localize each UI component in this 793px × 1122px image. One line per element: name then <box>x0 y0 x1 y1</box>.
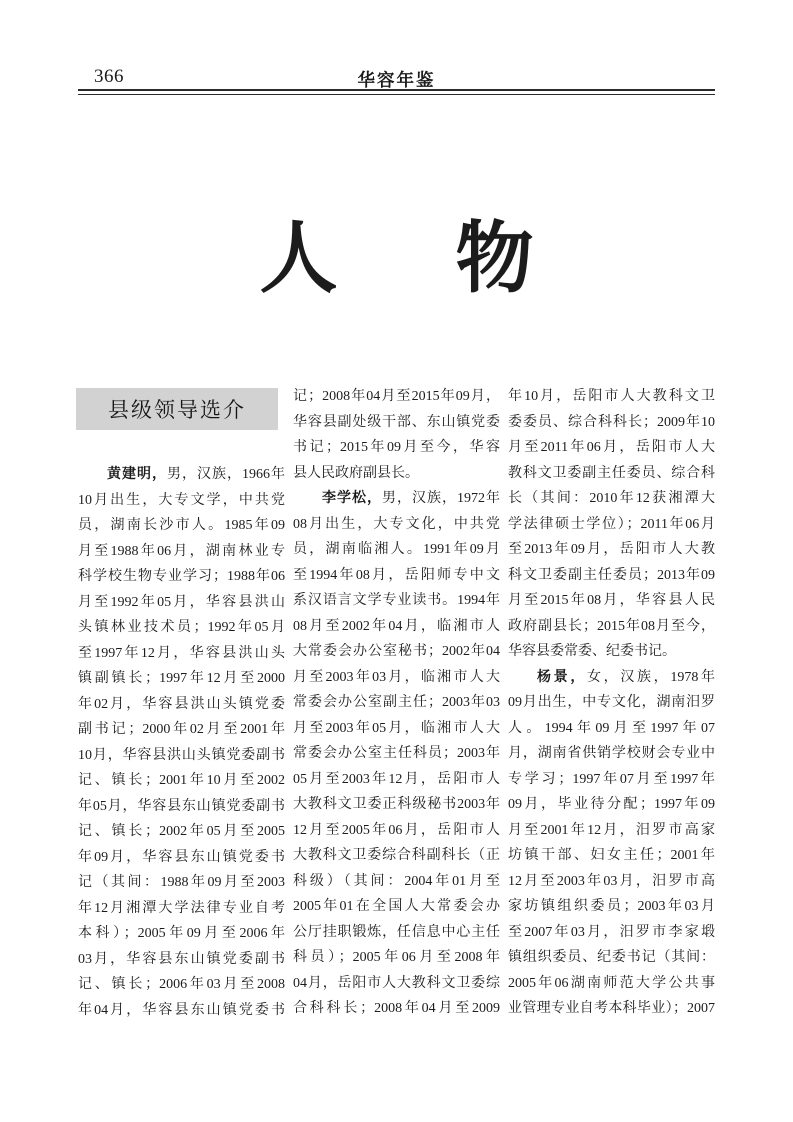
person-name: 李学松， <box>322 491 382 506</box>
text-line: 华容县副处级干部、东山镇党委 <box>293 414 500 430</box>
text-line: 记；2008年04月至2015年09月， <box>293 389 500 404</box>
chapter-title-text: 人物 <box>259 215 652 302</box>
text-line: 员，湖南临湘人。1991年09月 <box>293 542 500 557</box>
text-line: 记、镇长；2002年05月至2005 <box>78 824 285 839</box>
text-line: 委委员、综合科科长；2009年10 <box>508 414 715 430</box>
text-line: 学法律硕士学位）；2011年06月 <box>508 516 715 532</box>
text-line: 12月至2005年06月，岳阳市人 <box>293 822 500 838</box>
text-line: 至1997年12月，华容县洪山头 <box>78 645 285 661</box>
text-line: 大教科文卫委综合科副科长（正 <box>293 848 500 863</box>
text-line: 科学校生物专业学习；1988年06 <box>78 569 285 584</box>
text-line: 记、镇长；2001年10月至2002 <box>78 773 285 788</box>
text-line: 头镇林业技术员；1992年05月 <box>78 620 285 635</box>
text-line: 至1994年08月，岳阳师专中文 <box>293 567 500 583</box>
text-line: 月至2011年06月，岳阳市人大 <box>508 440 715 455</box>
text-column-1 <box>78 462 285 1023</box>
text-line: 杨景，女，汉族，1978年 <box>537 669 715 685</box>
text-line: 年04月，华容县东山镇党委书 <box>78 1002 285 1018</box>
text-line: 系汉语言文学专业读书。1994年 <box>293 593 500 608</box>
text-line: 09月出生，中专文化，湖南汨罗 <box>508 695 715 710</box>
text-line: 月，湖南省供销学校财会专业中 <box>508 746 715 761</box>
text-line: 坊镇干部、妇女主任；2001年 <box>508 848 715 863</box>
text-line: 镇组织委员、纪委书记（其间： <box>508 950 715 965</box>
text-line: 合科科长；2008年04月至2009 <box>293 1001 500 1016</box>
text-line: 至2007年03月，汨罗市李家塅 <box>508 924 715 940</box>
chapter-title <box>0 215 793 302</box>
text-line: 月至1988年06月，湖南林业专 <box>78 543 285 559</box>
text-line: 专学习；1997年07月至1997年 <box>508 771 715 787</box>
text-line: 大教科文卫委正科级秘书2003年 <box>293 797 500 812</box>
text-line: 员，湖南长沙市人。1985年09 <box>78 518 285 533</box>
text-column-3 <box>508 384 715 1022</box>
text-line: 长（其间：2010年12获湘潭大 <box>508 491 715 506</box>
text-line: 08月至2002年04月，临湘市人 <box>293 618 500 634</box>
header-rule <box>78 89 715 95</box>
text-line: 科文卫委副主任委员；2013年09 <box>508 567 715 583</box>
text-line: 12月至2003年03月，汨罗市高 <box>508 873 715 889</box>
text-line: 业管理专业自考本科毕业）；2007 <box>508 1001 715 1016</box>
text-line: 年02月，华容县洪山头镇党委 <box>78 696 285 712</box>
person-name: 黄建明， <box>107 467 167 482</box>
text-line: 月至2003年05月，临湘市人大 <box>293 720 500 736</box>
text-line: 04月，岳阳市人大教科文卫委综 <box>293 975 500 991</box>
text-line: 黄建明，男，汉族，1966年 <box>107 467 285 482</box>
text-line: 10月，华容县洪山头镇党委副书 <box>78 747 285 763</box>
text-line: 华容县委常委、纪委书记。 <box>508 644 676 659</box>
text-line: 2005年06湖南师范大学公共事 <box>508 975 715 991</box>
text-line: 副书记；2000年02月至2001年 <box>78 722 285 737</box>
person-name: 杨景， <box>537 669 587 685</box>
text-line: 09月，毕业待分配；1997年09 <box>508 797 715 812</box>
text-line: 2005年01在全国人大常委会办 <box>293 899 500 914</box>
text-line: 月至2001年12月，汨罗市高家 <box>508 822 715 838</box>
text-line: 人。1994年09月至1997年07 <box>508 720 715 736</box>
text-line: 科级）（其间：2004年01月至 <box>293 873 500 889</box>
text-line: 常委会办公室副主任；2003年03 <box>293 695 500 710</box>
book-title: 华容年鉴 <box>357 70 436 90</box>
text-line: 05月至2003年12月，岳阳市人 <box>293 771 500 787</box>
text-line: 至2013年09月，岳阳市人大教 <box>508 542 715 557</box>
text-line: 科员）；2005年06月至2008年 <box>293 950 500 965</box>
text-line: 年09月，华容县东山镇党委书 <box>78 849 285 865</box>
text-line: 县人民政府副县长。 <box>293 465 419 481</box>
section-header-box <box>76 388 278 430</box>
page-number: 366 <box>94 66 124 87</box>
text-line: 年10月，岳阳市人大教科文卫 <box>508 389 715 404</box>
text-line: 10月出生，大专文学，中共党 <box>78 492 285 508</box>
text-line: 月至2003年03月，临湘市人大 <box>293 669 500 685</box>
text-line: 公厅挂职锻炼，任信息中心主任 <box>293 924 500 940</box>
text-line: 教科文卫委副主任委员、综合科 <box>508 465 715 481</box>
text-column-2 <box>293 384 500 1022</box>
text-line: 年12月湘潭大学法律专业自考 <box>78 900 285 916</box>
text-line: 月至1992年05月，华容县洪山 <box>78 594 285 610</box>
text-line: 月至2015年08月，华容县人民 <box>508 593 715 608</box>
text-line: 镇副镇长；1997年12月至2000 <box>78 671 285 686</box>
text-line: 08月出生，大专文化，中共党 <box>293 516 500 532</box>
text-line: 李学松，男，汉族，1972年 <box>322 491 500 506</box>
text-line: 家坊镇组织委员；2003年03月 <box>508 899 715 914</box>
text-line: 年05月，华容县东山镇党委副书 <box>78 798 285 814</box>
text-line: 03月，华容县东山镇党委副书 <box>78 951 285 967</box>
text-line: 书记；2015年09月至今，华容 <box>293 440 500 455</box>
section-header-label: 县级领导选介 <box>108 399 246 422</box>
text-line: 记、镇长；2006年03月至2008 <box>78 977 285 992</box>
text-line: 常委会办公室主任科员；2003年 <box>293 746 500 761</box>
text-line: 本科）；2005年09月至2006年 <box>78 926 285 941</box>
text-line: 大常委会办公室秘书；2002年04 <box>293 644 500 659</box>
page-header <box>78 64 715 88</box>
text-line: 政府副县长；2015年08月至今， <box>508 618 715 634</box>
text-line: 记（其间：1988年09月至2003 <box>78 875 285 890</box>
